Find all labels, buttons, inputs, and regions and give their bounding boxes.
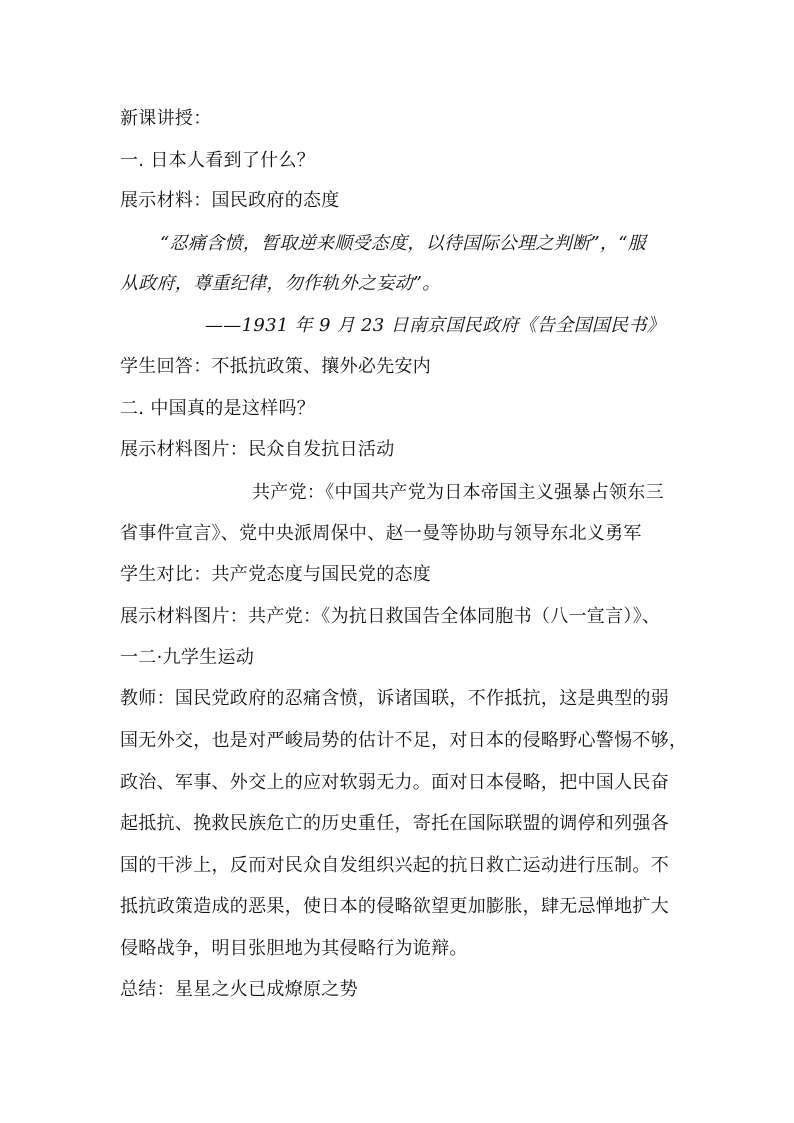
december-ninth-movement: 一二·九学生运动	[120, 647, 255, 668]
student-answer: 学生回答：不抵抗政策、攘外必先安内	[120, 356, 432, 377]
material-label-nationalist-attitude: 展示材料：国民政府的态度	[120, 190, 340, 211]
teacher-paragraph-line-4: 起抵抗、挽救民族危亡的历史重任，寄托在国际联盟的调停和列强各	[120, 813, 669, 834]
teacher-paragraph-line-3: 政治、军事、外交上的应对软弱无力。面对日本侵略，把中国人民奋	[120, 772, 669, 793]
material-label-popular-resistance: 展示材料图片：民众自发抗日活动	[120, 439, 395, 460]
teacher-paragraph-line-7: 侵略战争，明目张胆地为其侵略行为诡辩。	[120, 938, 468, 959]
student-comparison: 学生对比：共产党态度与国民党的态度	[120, 564, 432, 585]
summary: 总结：星星之火已成燎原之势	[120, 979, 358, 1000]
communist-party-line-2: 省事件宣言》、党中央派周保中、赵一曼等协助与领导东北义勇军	[120, 523, 642, 544]
quote-line-2: 从政府，尊重纪律，勿作轨外之妄动”。	[120, 273, 441, 294]
teacher-paragraph-line-6: 抵抗政策造成的恶果，使日本的侵略欲望更加膨胀，肆无忌惮地扩大	[120, 896, 669, 917]
question-one: 一. 日本人看到了什么？	[120, 150, 316, 171]
section-heading-new-lesson: 新课讲授：	[120, 108, 212, 129]
question-two: 二. 中国真的是这样吗？	[120, 398, 316, 419]
material-label-august-first: 展示材料图片：共产党：《为抗日救国告全体同胞书（八一宣言）》、	[120, 606, 661, 627]
teacher-paragraph-line-1: 教师：国民党政府的忍痛含愤，诉诸国联，不作抵抗，这是典型的弱	[120, 688, 669, 709]
quote-line-1: “忍痛含愤，暂取逆来顺受态度，以待国际公理之判断”，“服	[160, 233, 647, 254]
teacher-paragraph-line-5: 国的干涉上，反而对民众自发组织兴起的抗日救亡运动进行压制。不	[120, 855, 669, 876]
communist-party-line-1: 共产党：《中国共产党为日本帝国主义强暴占领东三	[252, 482, 664, 503]
quote-citation: ——1931 年 9 月 23 日南京国民政府《告全国国民书》	[205, 315, 666, 336]
teacher-paragraph-line-2: 国无外交，也是对严峻局势的估计不足，对日本的侵略野心警惕不够，	[120, 730, 688, 751]
